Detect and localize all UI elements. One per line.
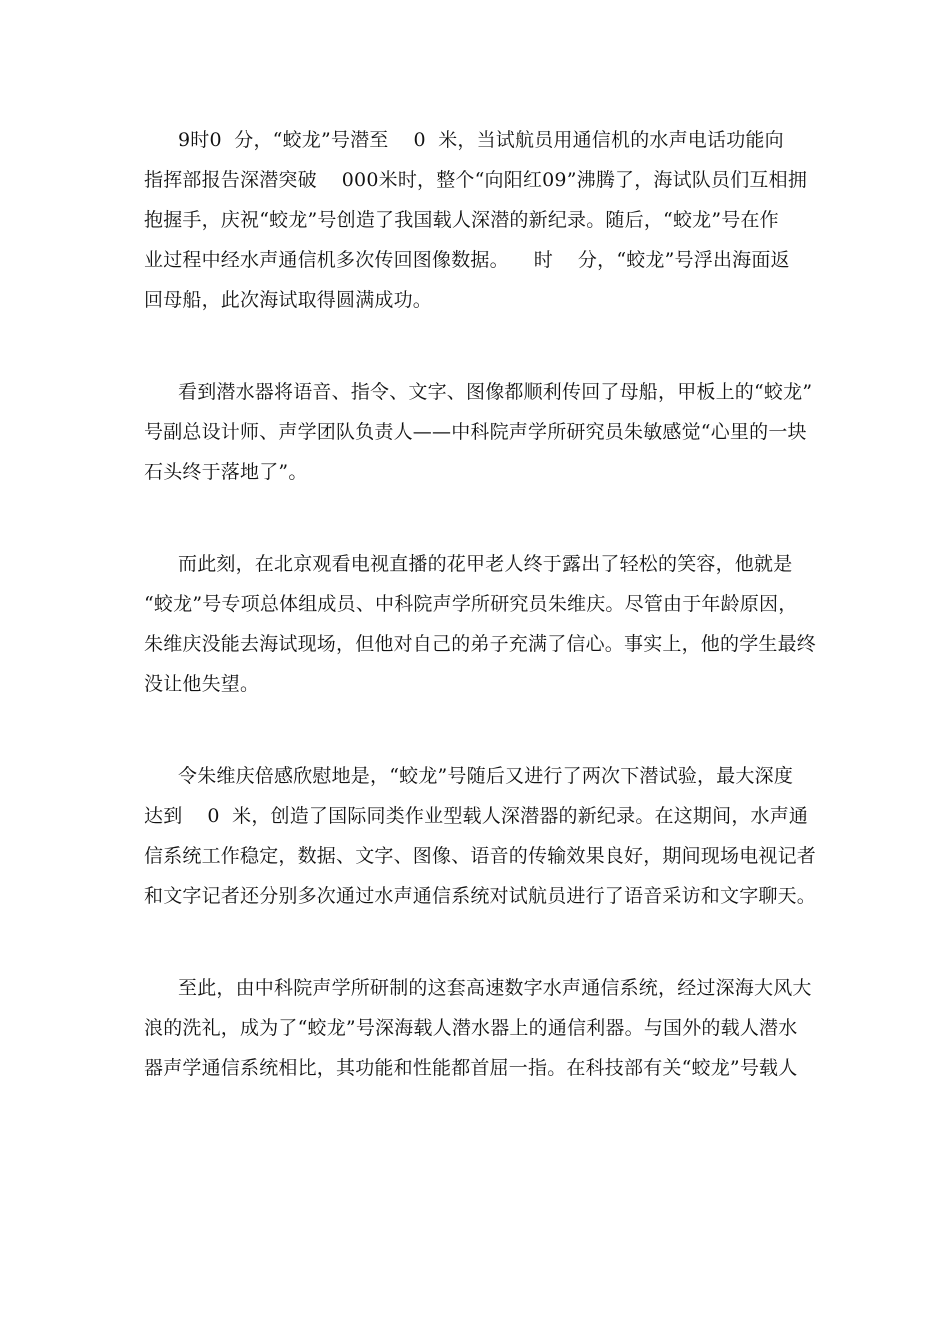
paragraph-line: 指挥部报告深潜突破 000米时，整个“向阳红09”沸腾了，海试队员们互相拥 bbox=[144, 169, 808, 191]
paragraph-line: 回母船，此次海试取得圆满成功。 bbox=[144, 289, 433, 311]
paragraph-5 bbox=[144, 968, 812, 1088]
paragraph-1 bbox=[144, 120, 808, 320]
paragraph-line: 石头终于落地了”。 bbox=[144, 461, 308, 483]
paragraph-line: 信系统工作稳定，数据、文字、图像、语音的传输效果良好，期间现场电视记者 bbox=[144, 845, 817, 867]
paragraph-4 bbox=[144, 756, 817, 916]
paragraph-line: 看到潜水器将语音、指令、文字、图像都顺利传回了母船，甲板上的“蛟龙” bbox=[178, 381, 813, 403]
paragraph-line: 业过程中经水声通信机多次传回图像数据。 时 分，“蛟龙”号浮出海面返 bbox=[144, 249, 790, 271]
paragraph-line: “蛟龙”号专项总体组成员、中科院声学所研究员朱维庆。尽管由于年龄原因， bbox=[144, 593, 798, 615]
document-body bbox=[144, 120, 817, 1140]
paragraph-line: 而此刻，在北京观看电视直播的花甲老人终于露出了轻松的笑容，他就是 bbox=[178, 553, 793, 575]
paragraph-3 bbox=[144, 544, 817, 704]
paragraph-line: 至此，由中科院声学所研制的这套高速数字水声通信系统，经过深海大风大 bbox=[178, 977, 812, 999]
paragraph-line: 器声学通信系统相比，其功能和性能都首屈一指。在科技部有关“蛟龙”号载人 bbox=[144, 1057, 798, 1079]
paragraph-line: 9时0 分，“蛟龙”号潜至 0 米，当试航员用通信机的水声电话功能向 bbox=[178, 129, 784, 151]
paragraph-line: 令朱维庆倍感欣慰地是，“蛟龙”号随后又进行了两次下潜试验，最大深度 bbox=[178, 765, 794, 787]
paragraph-line: 达到 0 米，创造了国际同类作业型载人深潜器的新纪录。在这期间，水声通 bbox=[144, 805, 809, 827]
paragraph-line: 抱握手，庆祝“蛟龙”号创造了我国载人深潜的新纪录。随后，“蛟龙”号在作 bbox=[144, 209, 779, 231]
paragraph-line: 没让他失望。 bbox=[144, 673, 260, 695]
paragraph-2 bbox=[144, 372, 813, 492]
paragraph-line: 和文字记者还分别多次通过水声通信系统对试航员进行了语音采访和文字聊天。 bbox=[144, 885, 817, 907]
paragraph-line: 浪的洗礼，成为了“蛟龙”号深海载人潜水器上的通信利器。与国外的载人潜水 bbox=[144, 1017, 798, 1039]
paragraph-line: 号副总设计师、声学团队负责人——中科院声学所研究员朱敏感觉“心里的一块 bbox=[144, 421, 807, 443]
paragraph-line: 朱维庆没能去海试现场，但他对自己的弟子充满了信心。事实上，他的学生最终 bbox=[144, 633, 817, 655]
